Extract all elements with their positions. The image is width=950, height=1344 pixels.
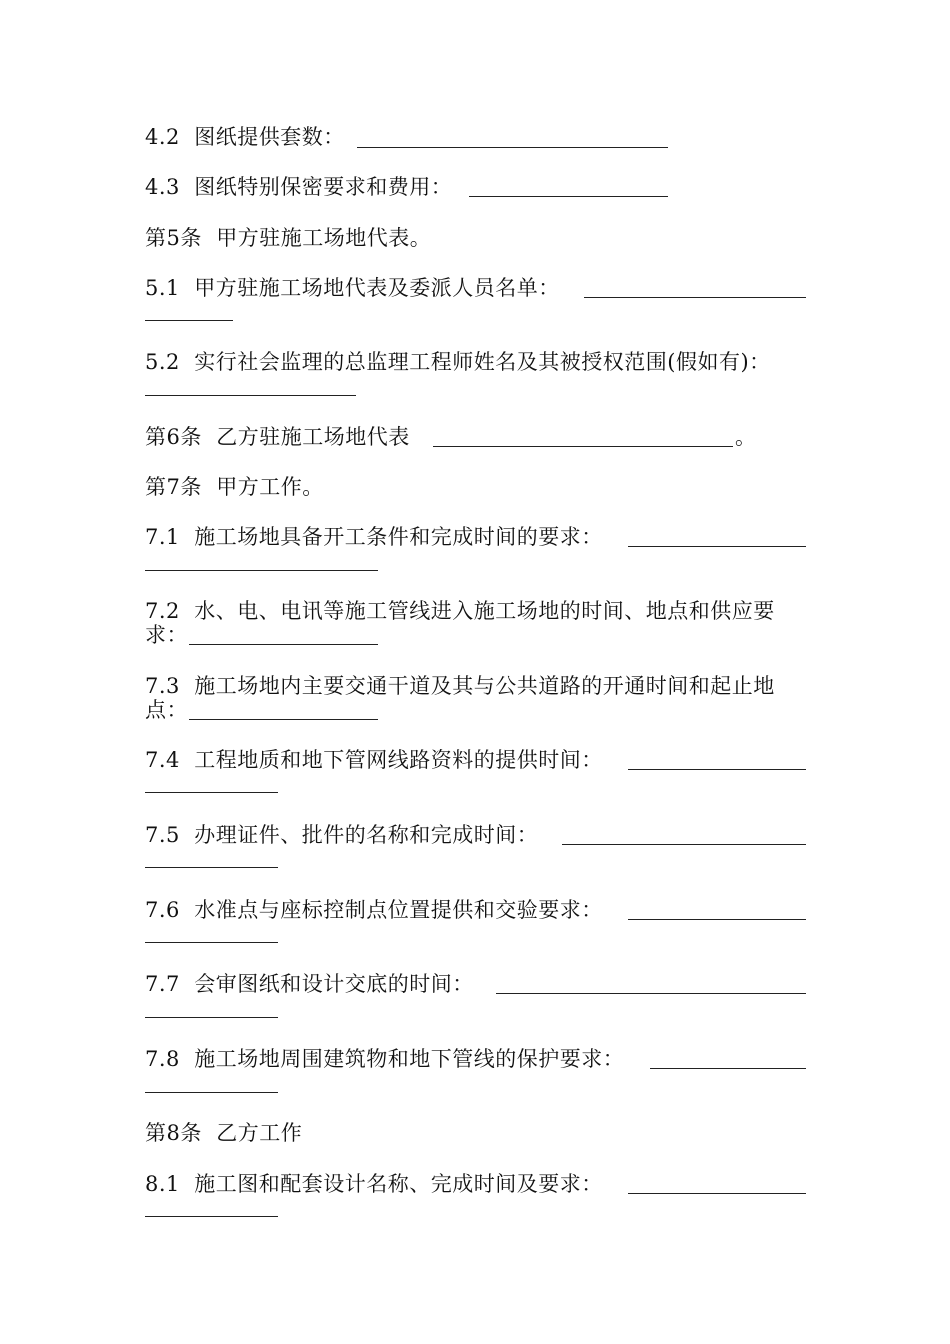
clause-8-1: 8.1 施工图和配套设计名称、完成时间及要求： [145,1172,603,1196]
blank-7-4-cont[interactable] [145,792,278,793]
clause-7-6: 7.6 水准点与座标控制点位置提供和交验要求： [145,898,603,922]
clause-7-3-line2: 点： [145,698,188,722]
blank-4-2[interactable] [357,147,668,148]
clause-7-2-line1: 7.2 水、电、电讯等施工管线进入施工场地的时间、地点和供应要 [145,599,775,623]
blank-7-2[interactable] [189,644,378,645]
blank-7-7-cont[interactable] [145,1017,278,1018]
clause-7-3-line1: 7.3 施工场地内主要交通干道及其与公共道路的开通时间和起止地 [145,674,775,698]
blank-7-8-cont[interactable] [145,1092,278,1093]
blank-7-6[interactable] [628,919,806,920]
blank-7-5[interactable] [562,844,806,845]
blank-7-5-cont[interactable] [145,867,278,868]
blank-8-1-cont[interactable] [145,1216,278,1217]
article-8-heading: 第8条 乙方工作 [145,1121,303,1145]
clause-7-7: 7.7 会审图纸和设计交底的时间： [145,972,474,996]
blank-article-6[interactable] [433,446,733,447]
blank-7-8[interactable] [650,1068,806,1069]
blank-7-1-cont[interactable] [145,570,378,571]
blank-7-4[interactable] [628,769,806,770]
clause-7-5: 7.5 办理证件、批件的名称和完成时间： [145,823,539,847]
blank-8-1[interactable] [628,1193,806,1194]
article-5-heading: 第5条 甲方驻施工场地代表。 [145,226,432,250]
blank-5-2[interactable] [145,395,356,396]
article-6-period: 。 [735,425,757,449]
clause-7-4: 7.4 工程地质和地下管网线路资料的提供时间： [145,748,603,772]
blank-5-1[interactable] [584,297,806,298]
blank-7-3[interactable] [189,719,378,720]
blank-7-6-cont[interactable] [145,942,278,943]
blank-7-7[interactable] [496,993,806,994]
blank-5-1-cont[interactable] [145,320,233,321]
clause-5-1: 5.1 甲方驻施工场地代表及委派人员名单： [145,276,560,300]
article-6-heading: 第6条 乙方驻施工场地代表 [145,425,410,449]
article-7-heading: 第7条 甲方工作。 [145,475,324,499]
blank-4-3[interactable] [469,196,668,197]
clause-4-3: 4.3 图纸特别保密要求和费用： [145,175,453,199]
clause-4-2: 4.2 图纸提供套数： [145,125,345,149]
clause-7-1: 7.1 施工场地具备开工条件和完成时间的要求： [145,525,603,549]
clause-7-8: 7.8 施工场地周围建筑物和地下管线的保护要求： [145,1047,625,1071]
clause-7-2-line2: 求： [145,623,188,647]
blank-7-1[interactable] [628,546,806,547]
clause-5-2: 5.2 实行社会监理的总监理工程师姓名及其被授权范围(假如有)： [145,350,771,374]
